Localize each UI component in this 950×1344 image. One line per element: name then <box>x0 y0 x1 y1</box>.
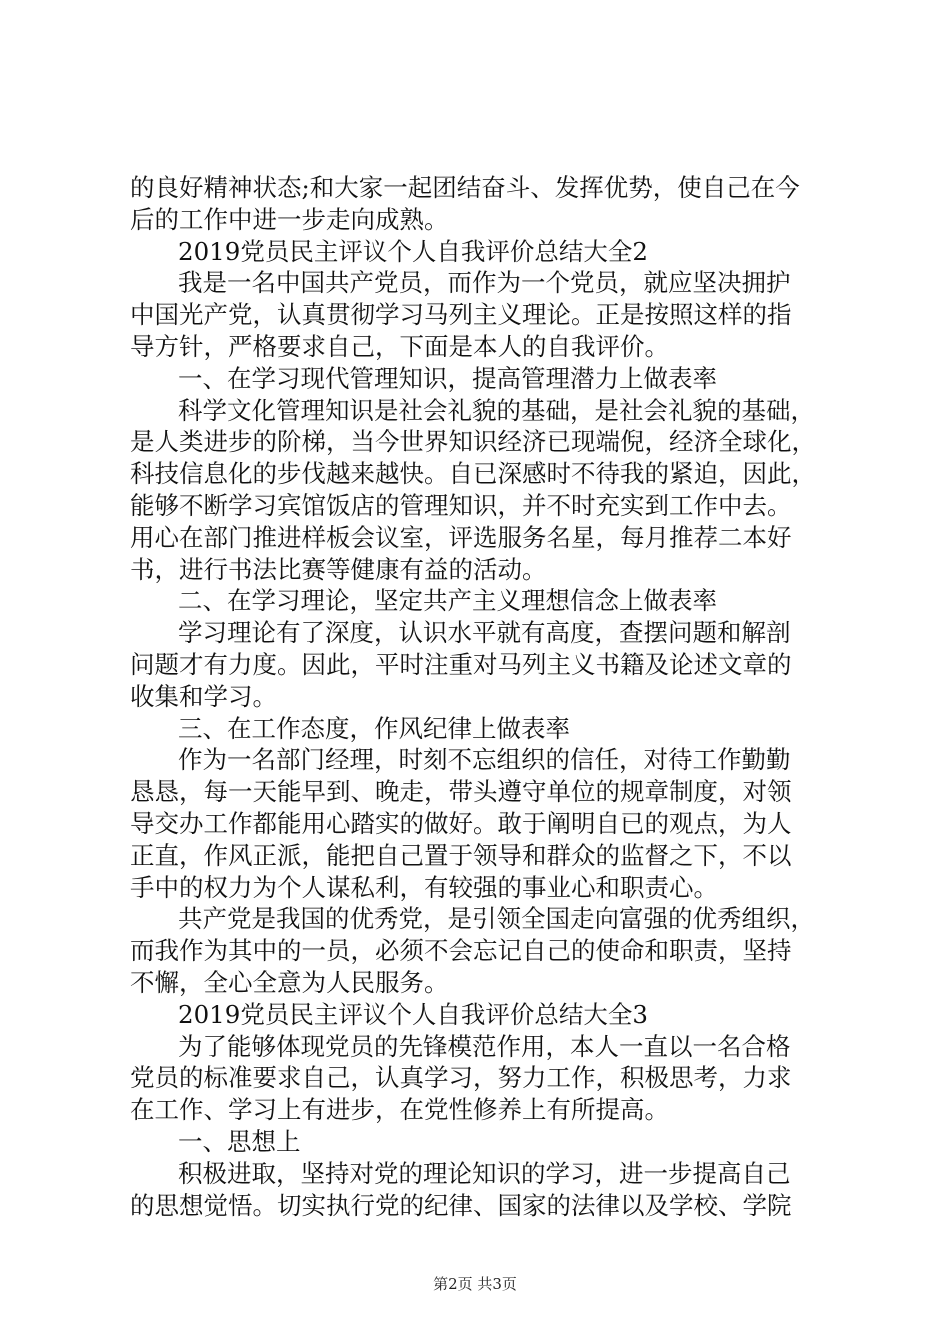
paragraph-line: 在工作、学习上有进步，在党性修养上有所提高。 <box>130 1095 669 1125</box>
paragraph-line: 导交办工作都能用心踏实的做好。敢于阐明自已的观点，为人 <box>130 809 792 838</box>
paragraph-line-indented: 一、思想上 <box>178 1127 301 1156</box>
paragraph-line-indented: 积极进取，坚持对党的理论知识的学习，进一步提高自己 <box>178 1158 791 1188</box>
paragraph-line: 科技信息化的步伐越来越快。自已深感时不待我的紧迫，因此， <box>130 459 816 489</box>
paragraph-line: 用心在部门推进样板会议室，评选服务名星，每月推荐二本好 <box>130 522 792 552</box>
paragraph-line-indented: 共产党是我国的优秀党，是引领全国走向富强的优秀组织， <box>178 904 815 934</box>
paragraph-line: 党员的标准要求自己，认真学习，努力工作，积极思考，力求 <box>130 1063 792 1093</box>
paragraph-line: 导方针，严格要求自己，下面是本人的自我评价。 <box>130 332 669 361</box>
paragraph-line: 手中的权力为个人谋私利，有较强的事业心和职责心。 <box>130 872 718 902</box>
paragraph-line: 不懈，全心全意为人民服务。 <box>130 968 449 997</box>
paragraph-line: 正直，作风正派，能把自己置于领导和群众的监督之下，不以 <box>130 840 792 870</box>
paragraph-line-indented: 一、在学习现代管理知识，提高管理潜力上做表率 <box>178 363 717 393</box>
paragraph-line: 书，进行书法比赛等健康有益的活动。 <box>130 554 547 584</box>
paragraph-line: 的思想觉悟。切实执行党的纪律、国家的法律以及学校、学院 <box>130 1190 792 1220</box>
paragraph-line: 能够不断学习宾馆饭店的管理知识，并不时充实到工作中去。 <box>130 491 792 520</box>
paragraph-line: 是人类进步的阶梯，当今世界知识经济已现端倪，经济全球化， <box>130 427 816 457</box>
paragraph-line-indented: 我是一名中国共产党员，而作为一个党员，就应坚决拥护 <box>178 268 791 298</box>
page-footer <box>0 1273 950 1294</box>
paragraph-line: 问题才有力度。因此，平时注重对马列主义书籍及论述文章的 <box>130 650 792 679</box>
paragraph-line-indented: 科学文化管理知识是社会礼貌的基础，是社会礼貌的基础， <box>178 395 815 425</box>
paragraph-line: 后的工作中进一步走向成熟。 <box>130 204 449 234</box>
paragraph-line: 收集和学习。 <box>130 681 277 711</box>
paragraph-line: 而我作为其中的一员，必须不会忘记自己的使命和职责，坚持 <box>130 936 792 966</box>
paragraph-line: 中国光产党，认真贯彻学习马列主义理论。正是按照这样的指 <box>130 300 792 330</box>
paragraph-line-indented: 2019党员民主评议个人自我评价总结大全3 <box>178 999 648 1029</box>
paragraph-line: 的良好精神状态;和大家一起团结奋斗、发挥优势，使自己在今 <box>130 173 800 202</box>
paragraph-line-indented: 学习理论有了深度，认识水平就有高度，查摆问题和解剖 <box>178 618 791 648</box>
paragraph-line-indented: 二、在学习理论，坚定共产主义理想信念上做表率 <box>178 586 717 616</box>
paragraph-line-indented: 为了能够体现党员的先锋模范作用，本人一直以一名合格 <box>178 1031 791 1061</box>
page-number: 第2页 共3页 <box>433 1275 517 1293</box>
paragraph-line-indented: 2019党员民主评议个人自我评价总结大全2 <box>178 236 648 266</box>
paragraph-line-indented: 作为一名部门经理，时刻不忘组织的信任，对待工作勤勤 <box>178 745 791 775</box>
paragraph-line-indented: 三、在工作态度，作风纪律上做表率 <box>178 713 570 743</box>
paragraph-line: 恳恳，每一天能早到、晚走，带头遵守单位的规章制度，对领 <box>130 777 792 807</box>
